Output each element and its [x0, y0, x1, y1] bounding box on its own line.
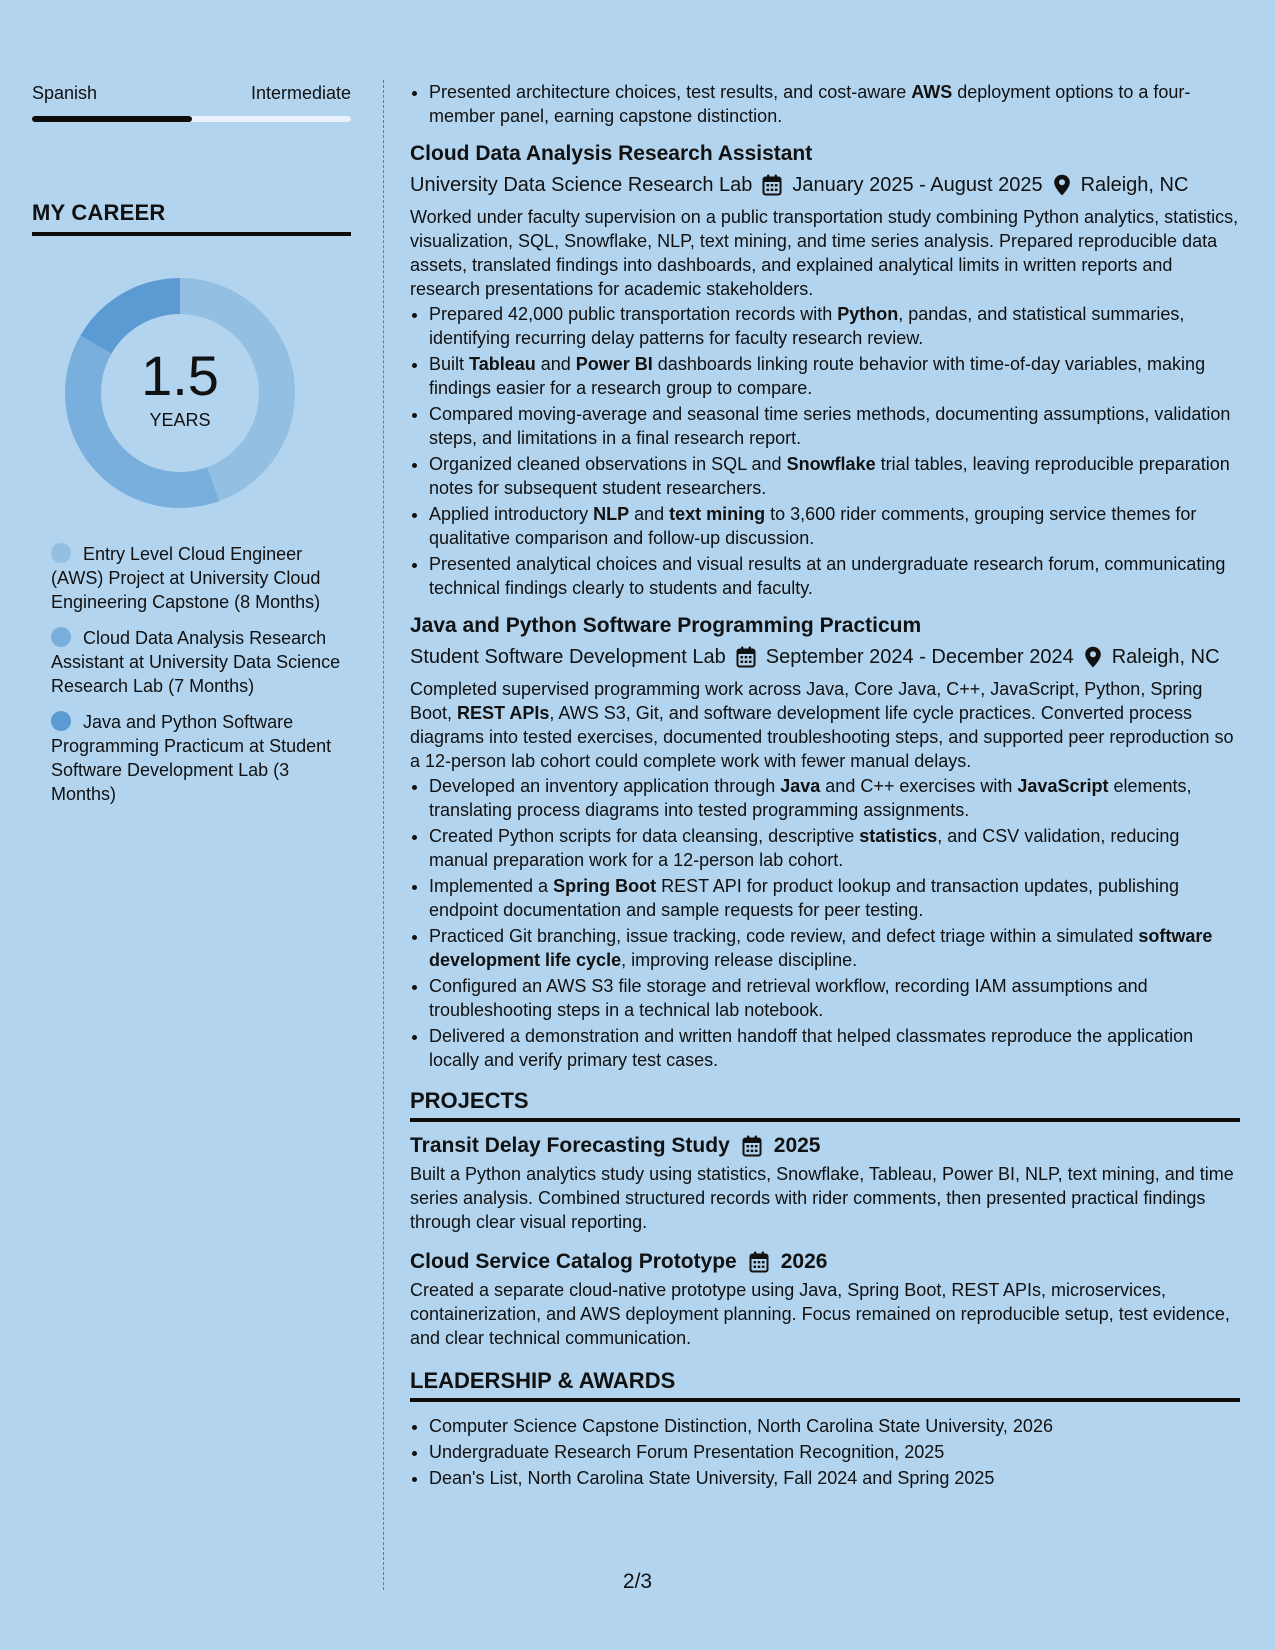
main-column	[410, 80, 1240, 1492]
bullet-item: • Organized cleaned observations in SQL and Snowflake trial tables, leaving reproducible preparation notes for subsequent student researchers.	[429, 452, 1240, 500]
language-name: Spanish	[32, 83, 98, 103]
bullet-item: • Created Python scripts for data cleansing, descriptive statistics, and CSV validation, reducing manual preparation work for a 12-person lab cohort.	[429, 824, 1240, 872]
project-title: Cloud Service Catalog Prototype	[410, 1250, 737, 1273]
bullet-item: • Presented analytical choices and visual results at an undergraduate research forum, communicating technical findings clearly to students and faculty.	[429, 552, 1240, 600]
bullet-item: • Implemented a Spring Boot REST API for product lookup and transaction updates, publishing endpoint documentation and sample requests for peer testing.	[429, 874, 1240, 922]
bullet-item: • Applied introductory NLP and text mining to 3,600 rider comments, grouping service themes for qualitative comparison and follow-up discussion.	[429, 502, 1240, 550]
job-meta	[410, 643, 1240, 671]
career-item-text: Java and Python Software Programming Practicum at Student Software Development Lab (3 Months)	[51, 712, 332, 804]
previous-job-bullets	[410, 80, 1240, 128]
job-bullets	[410, 302, 1240, 600]
bullet-item: • Delivered a demonstration and written handoff that helped classmates reproduce the application locally and verify primary test cases.	[429, 1024, 1240, 1072]
career-item-text: Entry Level Cloud Engineer (AWS) Project at University Cloud Engineering Capstone (8 Months)	[51, 544, 321, 612]
job-location: Raleigh, NC	[1111, 646, 1220, 668]
career-donut-chart	[65, 278, 295, 508]
award-item: • Undergraduate Research Forum Presentation Recognition, 2025	[429, 1440, 1240, 1464]
sidebar	[32, 80, 351, 818]
legend-dot	[51, 543, 71, 563]
job-bullets	[410, 774, 1240, 1072]
column-divider	[383, 80, 384, 1590]
calendar-icon	[742, 1135, 762, 1157]
career-legend-item	[51, 626, 351, 698]
calendar-icon	[749, 1251, 769, 1273]
project-description: Created a separate cloud-native prototype using Java, Spring Boot, REST APIs, microservices, containerization, and AWS deployment planning. Focus remained on reproducible setup, test evidence, and clear technical communication.	[410, 1280, 1230, 1348]
award-item: • Computer Science Capstone Distinction, North Carolina State University, 2026	[429, 1414, 1240, 1438]
career-legend	[51, 542, 351, 806]
awards-list	[410, 1414, 1240, 1490]
project-title-row	[410, 1132, 1240, 1160]
job-org: University Data Science Research Lab	[410, 174, 753, 196]
job-title: Java and Python Software Programming Practicum	[410, 614, 922, 637]
donut-slice	[80, 278, 180, 354]
location-pin-icon	[1053, 174, 1071, 196]
awards-heading: LEADERSHIP & AWARDS	[410, 1368, 1240, 1402]
donut-center	[65, 344, 295, 431]
career-legend-item	[51, 710, 351, 806]
page-number: 2/3	[622, 1570, 653, 1593]
career-total: 1.5	[141, 344, 219, 407]
bullet-item: • Developed an inventory application through Java and C++ exercises with JavaScript elements, translating process diagrams into tested programming assignments.	[429, 774, 1240, 822]
language-row	[32, 80, 351, 106]
career-legend-item	[51, 542, 351, 614]
project-year: 2026	[780, 1250, 828, 1273]
career-unit: YEARS	[149, 410, 211, 430]
bullet-item: • Prepared 42,000 public transportation records with Python, pandas, and statistical summaries, identifying recurring delay patterns for faculty research review.	[429, 302, 1240, 350]
job-dates: September 2024 - December 2024	[765, 646, 1074, 668]
job-meta	[410, 171, 1240, 199]
bullet-item: • Compared moving-average and seasonal time series methods, documenting assumptions, validation steps, and limitations in a final research report.	[429, 402, 1240, 450]
project-year: 2025	[773, 1134, 821, 1157]
language-level: Intermediate	[250, 83, 351, 103]
project-title-row	[410, 1248, 1240, 1276]
legend-dot	[51, 711, 71, 731]
bullet-item: • Built Tableau and Power BI dashboards linking route behavior with time-of-day variables, making findings easier for a research group to compare.	[429, 352, 1240, 400]
legend-dot	[51, 627, 71, 647]
location-pin-icon	[1084, 646, 1102, 668]
job-dates: January 2025 - August 2025	[792, 174, 1043, 196]
bullet-item: • Configured an AWS S3 file storage and retrieval workflow, recording IAM assumptions and troubleshooting steps in a technical lab notebook.	[429, 974, 1240, 1022]
career-item-text: Cloud Data Analysis Research Assistant at University Data Science Research Lab (7 Months)	[51, 628, 341, 696]
bullet-item: • Presented architecture choices, test results, and cost-aware AWS deployment options to a four-member panel, earning capstone distinction.	[429, 80, 1240, 128]
language-proficiency-bar	[32, 116, 351, 122]
project-description: Built a Python analytics study using statistics, Snowflake, Tableau, Power BI, NLP, text mining, and time series analysis. Combined structured records with rider comments, then presented practical findings through clear visual reporting.	[410, 1164, 1234, 1232]
job-location: Raleigh, NC	[1080, 174, 1189, 196]
bullet-item: • Practiced Git branching, issue tracking, code review, and defect triage within a simulated software development life cycle, improving release discipline.	[429, 924, 1240, 972]
job-org: Student Software Development Lab	[410, 646, 726, 668]
projects-heading: PROJECTS	[410, 1088, 1240, 1122]
career-heading: MY CAREER	[32, 200, 351, 236]
calendar-icon	[762, 174, 782, 196]
project-title: Transit Delay Forecasting Study	[410, 1134, 730, 1157]
calendar-icon	[736, 646, 756, 668]
award-item: • Dean's List, North Carolina State University, Fall 2024 and Spring 2025	[429, 1466, 1240, 1490]
job-description: Worked under faculty supervision on a public transportation study combining Python analytics, statistics, visualization, SQL, Snowflake, NLP, text mining, and time series analysis. Prepared reproducible data assets, translated findings into dashboards, and explained analytical limits in written reports and research presentations for academic stakeholders.	[410, 207, 1239, 299]
job-title: Cloud Data Analysis Research Assistant	[410, 142, 813, 165]
language-proficiency-fill	[32, 116, 192, 122]
job-description: Completed supervised programming work across Java, Core Java, C++, JavaScript, Python, Spring Boot, REST APIs, AWS S3, Git, and software development life cycle practices. Converted process diagrams into tested exercises, documented troubleshooting steps, and supported peer reproduction so a 12-person lab cohort could complete work with fewer manual delays.	[410, 679, 1234, 771]
